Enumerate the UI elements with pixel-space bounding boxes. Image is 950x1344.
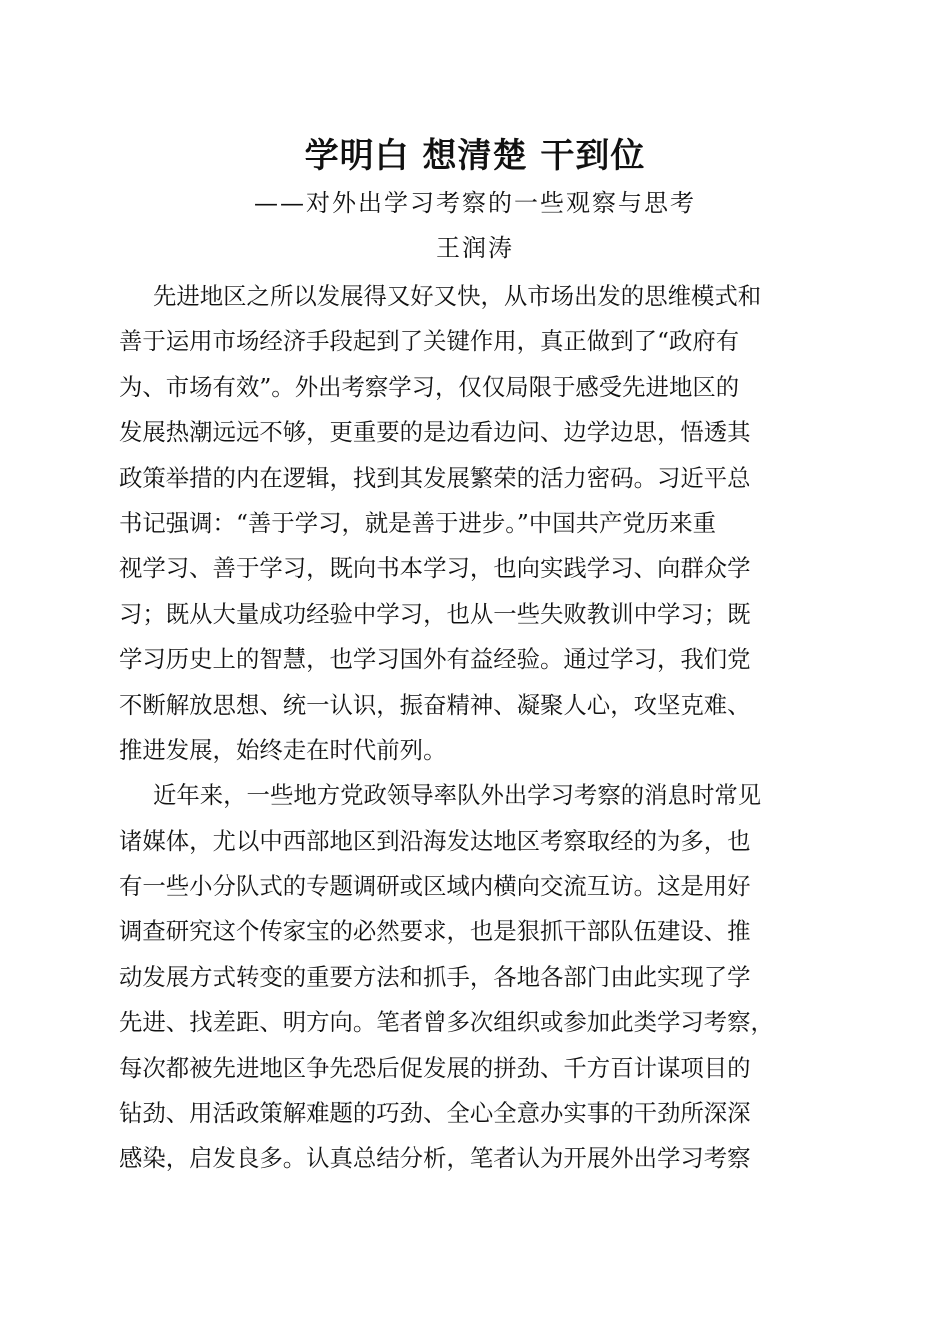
text-line: 不断解放思想、统一认识，振奋精神、凝聚人心，攻坚克难、 bbox=[119, 690, 751, 719]
text-line: 视学习、善于学习，既向书本学习，也向实践学习、向群众学 bbox=[119, 554, 751, 583]
text-line: 善于运用市场经济手段起到了关键作用，真正做到了“政府有 bbox=[119, 327, 740, 356]
text-line: 发展热潮远远不够，更重要的是边看边问、边学边思，悟透其 bbox=[119, 418, 751, 447]
text-line: 习；既从大量成功经验中学习，也从一些失败教训中学习；既 bbox=[119, 599, 751, 628]
text-line: 书记强调：“善于学习，就是善于进步。”中国共产党历来重 bbox=[119, 508, 716, 537]
text-line: 先进、找差距、明方向。笔者曾多次组织或参加此类学习考察， bbox=[119, 1008, 774, 1037]
text-line: 诸媒体，尤以中西部地区到沿海发达地区考察取经的为多，也 bbox=[119, 826, 751, 855]
text-line: 每次都被先进地区争先恐后促发展的拼劲、千方百计谋项目的 bbox=[119, 1053, 751, 1082]
text-line: 调查研究这个传家宝的必然要求，也是狠抓干部队伍建设、推 bbox=[119, 917, 751, 946]
text-line: 感染，启发良多。认真总结分析，笔者认为开展外出学习考察 bbox=[119, 1144, 751, 1173]
text-line: 有一些小分队式的专题调研或区域内横向交流互访。这是用好 bbox=[119, 872, 751, 901]
document-subtitle: ——对外出学习考察的一些观察与思考 bbox=[254, 189, 696, 217]
text-line: 钻劲、用活政策解难题的巧劲、全心全意办实事的干劲所深深 bbox=[119, 1099, 751, 1128]
text-line: 学习历史上的智慧，也学习国外有益经验。通过学习，我们党 bbox=[119, 645, 751, 674]
document-body bbox=[119, 274, 831, 1182]
document-author: 王润涛 bbox=[436, 234, 514, 262]
paragraph-1 bbox=[119, 274, 831, 773]
text-line: 先进地区之所以发展得又好又快，从市场出发的思维模式和 bbox=[153, 282, 762, 310]
document-title: 学明白 想清楚 干到位 bbox=[304, 136, 646, 176]
text-line: 为、市场有效”。外出考察学习，仅仅局限于感受先进地区的 bbox=[119, 372, 740, 401]
text-line: 近年来，一些地方党政领导率队外出学习考察的消息时常见 bbox=[153, 781, 762, 810]
text-line: 政策举措的内在逻辑，找到其发展繁荣的活力密码。习近平总 bbox=[119, 463, 751, 492]
text-line: 推进发展，始终走在时代前列。 bbox=[119, 735, 447, 764]
paragraph-2 bbox=[119, 773, 831, 1182]
text-line: 动发展方式转变的重要方法和抓手，各地各部门由此实现了学 bbox=[119, 962, 751, 991]
